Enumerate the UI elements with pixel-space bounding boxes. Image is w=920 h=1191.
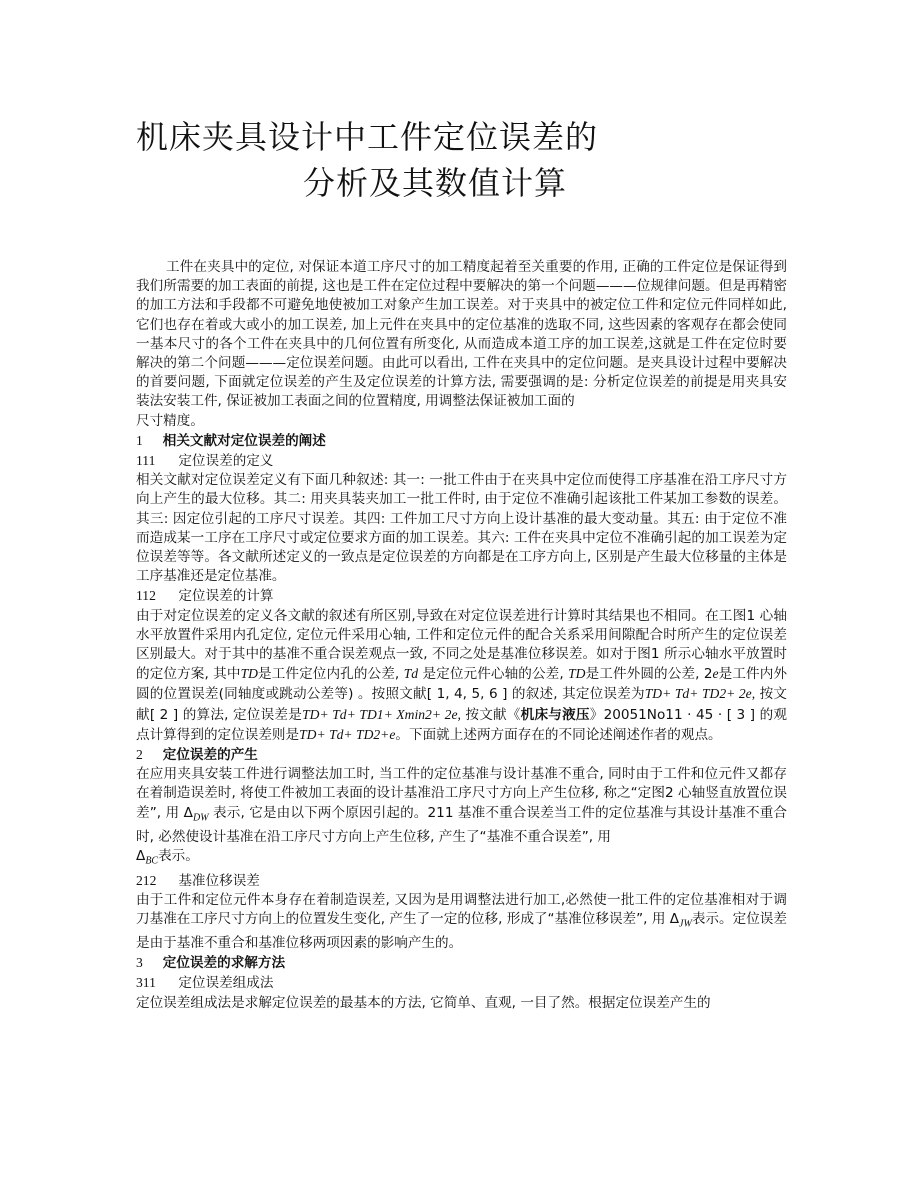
s12-text-a: 由于对定位误差的定义各文献的叙述有所区别,导致在对定位误差进行计算时其结果也不相同。在工 <box>136 607 733 624</box>
subscript-bc: BC <box>145 855 159 867</box>
section-1-1-heading <box>136 451 787 471</box>
s12-text-g: 按文献[ 2 ] 的算法, 定位误差是 <box>136 686 787 723</box>
formula-2: TD+ Td+ TD1+ Xmin2+ 2e, <box>302 706 461 722</box>
s212-text-b: 表示。定位误差是由于基准不重合和基准位移两项因素的影响产生的。 <box>136 911 787 952</box>
s212-text-a: 由于工件和定位元件本身存在着制造误差, 又因为是用调整法进行加工,必然使一批工件的定位基准相对于调刀基准在工序尺寸方向上的位置发生变化, 产生了一定的位移, 形成了“基准位移误差”, 用 Δ <box>136 891 787 928</box>
subscript-jw: JW <box>679 918 692 930</box>
section-1-title: 相关文献对定位误差的阐述 <box>162 432 326 449</box>
section-2-paragraph-tail <box>136 847 787 871</box>
section-3-1-title: 定位误差组成法 <box>178 975 274 992</box>
section-2-paragraph <box>136 765 787 847</box>
section-1-1-paragraph: 相关文献对定位误差定义有下面几种叙述: 其一: 一批工件由于在夹具中定位而使得工序基准在沿工序尺寸方向上产生的最大位移。其二: 用夹具装夹加工一批工件时, 由于定位不准确引起该批工件某加工参数的误差。其三: 因定位引起的工序尺寸误差。其四: 工件加工尺寸方向上设计基准的最大变动量。其五: 由于定位不准而造成某一工序在工序尺寸或定位要求方面的加工误差。其六: 工件在夹具中定位不准确引起的加工误差为定位误差等等。各文献所述定义的一致点是定位误差的方向都是在工序方向上, 区别是产生最大位移量的主体是工序基准还是定位基准。 <box>136 472 787 585</box>
s12-text-h: 按文献《 <box>460 706 521 723</box>
section-1-2-heading <box>136 586 787 606</box>
title-line-1: 机床夹具设计中工件定位误差的 <box>136 118 599 156</box>
title-line-2: 分析及其数值计算 <box>303 164 568 202</box>
section-1-2-number: 112 <box>136 588 156 604</box>
section-2-1-2-heading <box>136 871 787 891</box>
intro-paragraph: 工件在夹具中的定位, 对保证本道工序尺寸的加工精度起着至关重要的作用, 正确的工件定位是保证得到我们所需要的加工表面的前提, 这也是工件在定位过程中要解决的第一个问题———位规律问题。但是再精密的加工方法和手段都不可避免地使被加工对象产生加工误差。对于夹具中的被定位工件和定位元件同样如此, 它们也存在着或大或小的加工误差, 加上元件在夹具中的定位基准的选取不同, 这些因素的客观存在都会使同一基本尺寸的各个工件在夹具中的几何位置有所变化, 从而造成本道工序的加工误差,这就是工件在定位时要解决的第二个问题———定位误差问题。由此可以看出, 工件在夹具中的定位问题。是夹具设计过程中要解决的首要问题, 下面就定位误差的产生及定位误差的计算方法, 需要强调的是: 分析定位误差的前提是用夹具安装法安装工件, 保证被加工表面之间的位置精度, 用调整法保证被加工面的 <box>136 259 787 410</box>
section-2-1-2-title: 基准位移误差 <box>178 872 260 889</box>
s2-text-a: 在应用夹具安装工件进行调整法加工时, 当工件的定位基准与设计基准不重合, 同时由于工件和位元件又都存在着制造误差时, 将使工件被加工表面的设计基准沿工序尺寸方向上产生位移, 称之“定 <box>136 766 787 802</box>
section-2-title: 定位误差的产生 <box>162 747 258 764</box>
section-3-1-number: 311 <box>136 975 156 991</box>
section-2-heading <box>136 745 787 765</box>
section-1-2-title: 定位误差的计算 <box>178 588 274 605</box>
s2-text-d: 表示。 <box>158 847 199 864</box>
section-1-heading <box>136 431 787 451</box>
section-1-1-title: 定位误差的定义 <box>178 453 274 470</box>
delta-symbol: Δ <box>136 847 146 864</box>
symbol-td: TD <box>240 666 258 682</box>
section-2-1-2-number: 212 <box>136 872 157 888</box>
formula-1: TD+ Td+ TD2+ 2e, <box>644 686 756 702</box>
section-1-1-number: 111 <box>136 453 156 469</box>
formula-3: TD+ Td+ TD2+e <box>299 726 396 742</box>
symbol-e: e <box>712 666 719 682</box>
s12-text-f: 是工件内外圆的位置误差(同轴度或跳动公差等) 。按照文献[ 1, 4, 5, 6 ] 的叙述, 其定位误差为 <box>136 666 787 703</box>
intro-tail: 尺寸精度。 <box>136 412 204 429</box>
section-1-number: 1 <box>136 432 143 448</box>
s12-text-j: 。下面就上述两方面存在的不同论述阐述作者的观点。 <box>395 726 722 743</box>
symbol-td-small: Td <box>403 666 419 682</box>
section-1-2-paragraph <box>136 607 787 745</box>
section-3-1-heading <box>136 973 787 993</box>
s12-text-b: 是工件定位内孔的公差, <box>257 666 400 683</box>
s12-text-c: 是定位元件心轴的公差, <box>422 666 564 683</box>
section-2-1-2-paragraph <box>136 891 787 953</box>
section-3-heading <box>136 953 787 973</box>
s2-text-b: 表示, 它是由以下两个原因引起的。211 基准不重合误差当工件的定位基准与其设计基准不重合时, 必然使设计基准在沿工序尺寸方向上产生位移, 产生了“基准不重合误差”, 用 <box>136 804 788 845</box>
section-3-number: 3 <box>136 955 143 971</box>
subscript-dw: DW <box>193 812 209 824</box>
section-3-title: 定位误差的求解方法 <box>162 955 286 972</box>
section-2-number: 2 <box>136 747 143 763</box>
figure-2-caption: 图2 心轴竖直放置位误差”, 用 Δ <box>136 785 787 821</box>
symbol-td-outer: TD <box>568 666 586 682</box>
article-body <box>136 258 787 1013</box>
s12-text-i: 》20051No11 · 45 · [ 3 ] 的观点计算得到的定位误差则是 <box>136 706 787 743</box>
figure-1-caption: 图1 心轴水平放置件采用内孔定位, 定位元件采用心轴, 工件和定位元件的配合关系采用间隙配合时所产生的定位误差区别最大。对于其中的基准不重合误差观点一致, 不同之处是基准位移误差。如对于图1 所示心轴水平放置时的定位方案, 其中 <box>136 607 787 683</box>
s12-text-d: 是工件外圆的公差, 2 <box>585 666 713 683</box>
journal-name: 机床与液压 <box>520 706 590 723</box>
section-3-1-paragraph: 定位误差组成法是求解定位误差的最基本的方法, 它简单、直观, 一目了然。根据定位误差产生的 <box>136 994 711 1011</box>
